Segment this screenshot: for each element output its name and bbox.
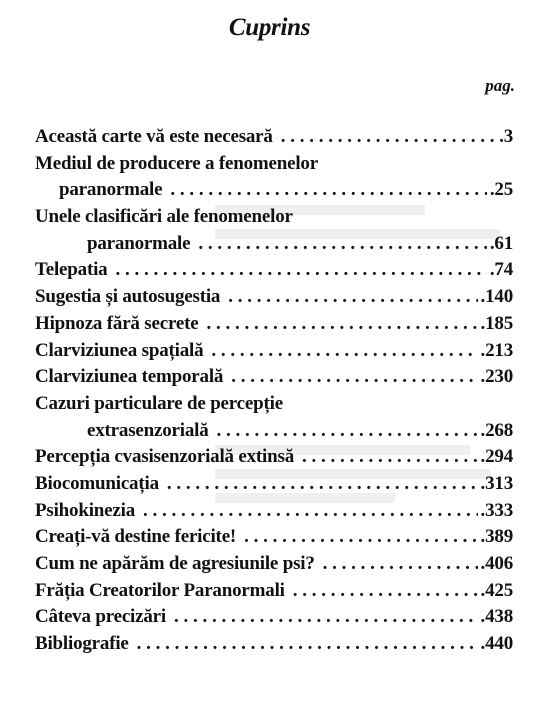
dot-leader [198,231,487,258]
toc-entry-title: Biocomunicația [35,472,159,494]
toc-entry[interactable] [35,338,513,365]
toc-entry[interactable] [35,311,513,338]
toc-entry-page: .25 [489,179,513,201]
toc-entry-page: .61 [489,232,513,254]
page-title: Cuprins [228,14,311,41]
toc-entry[interactable] [35,551,513,578]
toc-entry[interactable] [35,124,513,151]
toc-entry-title: Creați-vă destine fericite! [35,526,237,548]
dot-leader [244,524,477,551]
dot-leader [137,631,478,658]
toc-entry[interactable] [35,284,513,311]
page-column-label: pag. [485,76,515,95]
toc-entry[interactable] [35,471,513,498]
toc-entry[interactable] [35,444,513,471]
toc-entry-title: Sugestia și autosugestia [35,286,221,308]
toc-entry-title: Câteva precizări [35,606,166,628]
toc-entry-page: .294 [480,446,513,468]
toc-entry-page: .313 [480,472,513,494]
toc-entry[interactable] [35,391,513,444]
toc-entry-page: .333 [480,499,513,521]
toc-entry[interactable] [35,631,513,658]
dot-leader [174,604,478,631]
toc-entry-title: Clarviziunea spațială [35,339,204,361]
dot-leader [217,418,478,445]
toc-entry-page: .268 [480,419,513,441]
dot-leader [206,311,477,338]
dot-leader [302,444,478,471]
toc-entry-page: .425 [480,579,513,601]
toc-entry-title: Percepția cvasisenzorială extinsă [35,446,294,468]
toc-entry-title: paranormale [87,232,191,254]
dot-leader [143,498,478,525]
toc-entry[interactable] [35,604,513,631]
dot-leader [323,551,478,578]
toc-entry-page: .3 [499,126,513,147]
toc-entry[interactable] [35,204,513,257]
toc-entry-page: .406 [480,553,513,575]
dot-leader [167,471,478,498]
toc-entry-page: .74 [489,259,513,281]
dot-leader [211,338,477,365]
toc-entry-title: Telepatia [35,259,108,281]
toc-entry-title: paranormale [59,179,163,201]
toc-entry-title-line1: Mediul de producere a fenomenelor [35,152,318,174]
toc-entry-page: .440 [480,633,513,655]
toc-entry-title: Clarviziunea temporală [35,366,224,388]
toc-entry-page: .185 [480,312,513,334]
toc-entry-page: .213 [480,339,513,361]
toc-entry-title: Hipnoza fără secrete [35,312,199,334]
dot-leader [115,257,486,284]
toc-entry-title: Frăția Creatorilor Paranormali [35,579,285,601]
dot-leader [228,284,477,311]
dot-leader [281,124,496,151]
toc-entry[interactable] [35,524,513,551]
toc-entry[interactable] [35,151,513,204]
toc-entry-title: Bibliografie [35,633,129,655]
toc-entry-page: .389 [480,526,513,548]
toc-entry-title: Cum ne apărăm de agresiunile psi? [35,553,315,575]
toc-entry-title: extrasenzorială [87,419,209,441]
toc-entry-page: .230 [480,366,513,388]
toc-entry-title-line1: Cazuri particulare de percepție [35,392,283,414]
toc-entry[interactable] [35,578,513,605]
dot-leader [293,578,478,605]
toc-entry[interactable] [35,498,513,525]
toc-entry-page: .140 [480,286,513,308]
dot-leader [170,177,487,204]
toc-entry-title: Psihokinezia [35,499,136,521]
toc-entry[interactable] [35,364,513,391]
table-of-contents [35,124,513,658]
toc-entry[interactable] [35,257,513,284]
dot-leader [231,364,477,391]
toc-entry-page: .438 [480,606,513,628]
toc-entry-title: Această carte vă este necesară [35,126,273,147]
toc-entry-title-line1: Unele clasificări ale fenomenelor [35,206,293,228]
